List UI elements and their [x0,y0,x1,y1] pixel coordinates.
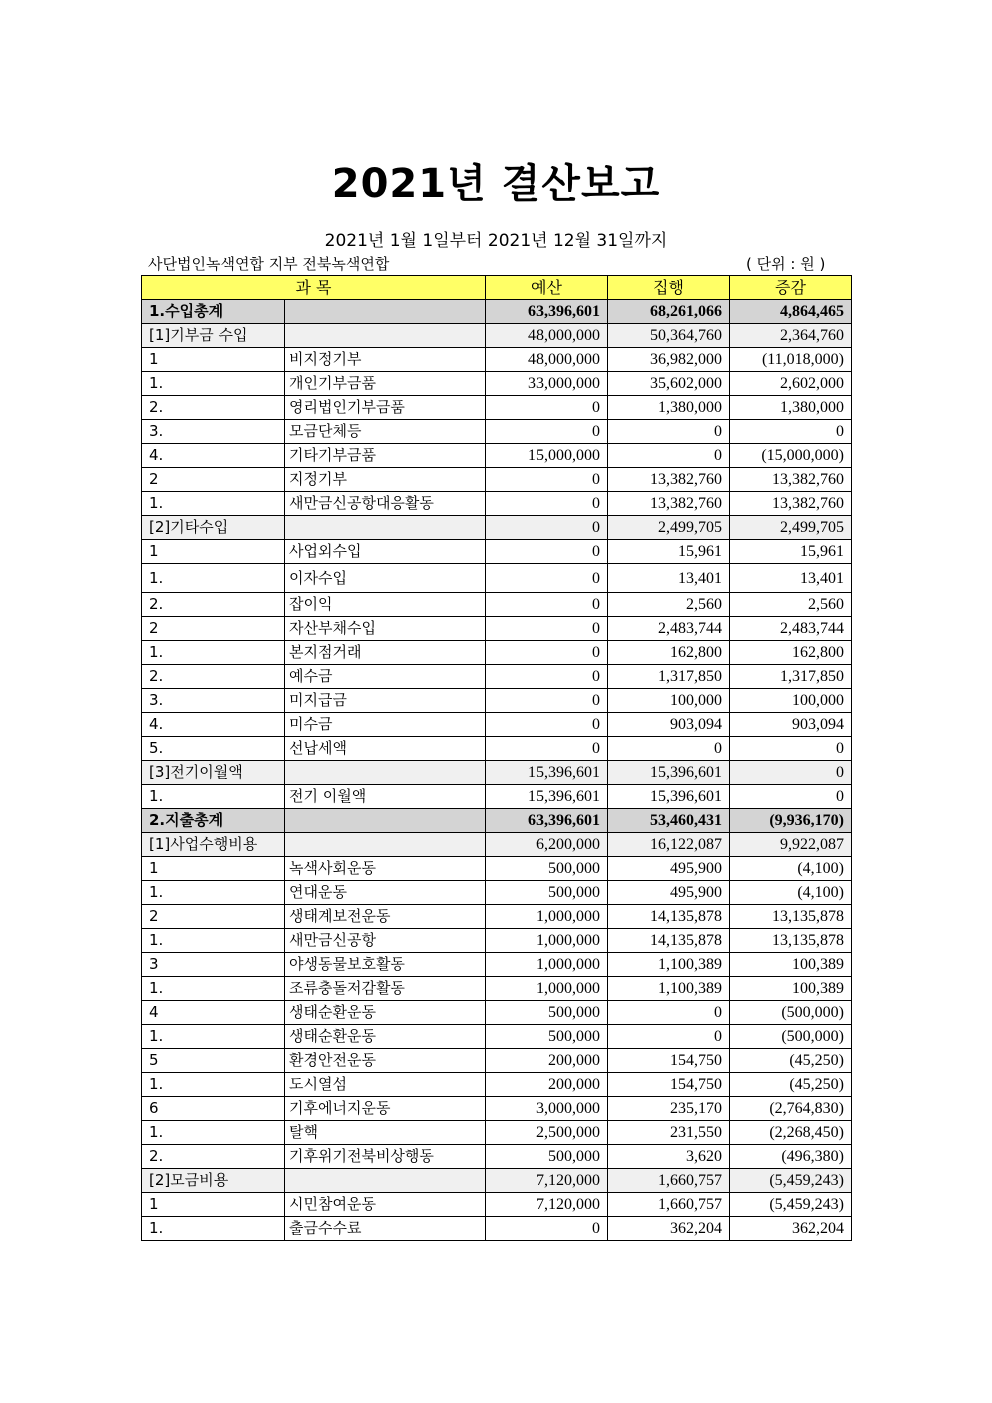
table-row [142,689,852,713]
account-item-cell: 사업외수입 [285,540,486,564]
account-category-cell: 3 [142,953,285,977]
budget-cell: 0 [486,468,608,492]
difference-cell: 903,094 [730,713,852,737]
execution-cell: 13,382,760 [608,492,730,516]
difference-cell: (496,380) [730,1145,852,1169]
account-item-cell [285,761,486,785]
difference-cell: 1,380,000 [730,396,852,420]
account-category-cell: 1. [142,977,285,1001]
budget-cell: 500,000 [486,881,608,905]
account-item-cell: 전기 이월액 [285,785,486,809]
table-row [142,444,852,468]
difference-cell: 13,382,760 [730,492,852,516]
account-item-cell: 지정기부 [285,468,486,492]
table-row [142,1217,852,1241]
difference-cell: 13,382,760 [730,468,852,492]
difference-cell: 2,483,744 [730,617,852,641]
table-row [142,1193,852,1217]
table-row [142,468,852,492]
header-account: 과 목 [142,276,486,300]
account-category-cell: 1. [142,1217,285,1241]
budget-cell: 1,000,000 [486,905,608,929]
table-row [142,713,852,737]
table-row [142,617,852,641]
budget-cell: 15,396,601 [486,761,608,785]
execution-cell: 13,382,760 [608,468,730,492]
budget-cell: 63,396,601 [486,300,608,324]
difference-cell: (9,936,170) [730,809,852,833]
difference-cell: (5,459,243) [730,1193,852,1217]
budget-cell: 7,120,000 [486,1169,608,1193]
difference-cell: 0 [730,761,852,785]
budget-cell: 0 [486,665,608,689]
execution-cell: 36,982,000 [608,348,730,372]
execution-cell: 14,135,878 [608,929,730,953]
account-category-cell: 1 [142,540,285,564]
account-category-cell: 1. [142,1025,285,1049]
difference-cell: (4,100) [730,857,852,881]
table-row [142,1097,852,1121]
execution-cell: 1,100,389 [608,977,730,1001]
table-row [142,1025,852,1049]
budget-cell: 0 [486,396,608,420]
budget-cell: 500,000 [486,1145,608,1169]
difference-cell: (500,000) [730,1025,852,1049]
table-row [142,396,852,420]
table-row [142,564,852,593]
execution-cell: 16,122,087 [608,833,730,857]
budget-cell: 15,396,601 [486,785,608,809]
execution-cell: 1,660,757 [608,1193,730,1217]
table-row [142,324,852,348]
table-row [142,1145,852,1169]
difference-cell: 162,800 [730,641,852,665]
account-category-cell: [1]기부금 수입 [142,324,285,348]
account-category-cell: 1. [142,881,285,905]
account-item-cell: 예수금 [285,665,486,689]
difference-cell: 4,864,465 [730,300,852,324]
report-period: 2021년 1월 1일부터 2021년 12월 31일까지 [324,231,668,251]
account-item-cell: 도시열섬 [285,1073,486,1097]
account-item-cell: 생태순환운동 [285,1025,486,1049]
account-item-cell: 탈핵 [285,1121,486,1145]
difference-cell: 2,560 [730,593,852,617]
table-row [142,929,852,953]
budget-cell: 7,120,000 [486,1193,608,1217]
execution-cell: 0 [608,444,730,468]
account-category-cell: 4. [142,444,285,468]
difference-cell: (4,100) [730,881,852,905]
table-row [142,492,852,516]
budget-cell: 0 [486,1217,608,1241]
table-row [142,857,852,881]
execution-cell: 1,660,757 [608,1169,730,1193]
account-item-cell: 비지정기부 [285,348,486,372]
budget-cell: 48,000,000 [486,348,608,372]
difference-cell: (45,250) [730,1049,852,1073]
budget-cell: 63,396,601 [486,809,608,833]
account-item-cell: 기후위기전북비상행동 [285,1145,486,1169]
difference-cell: 2,602,000 [730,372,852,396]
account-item-cell: 출금수수료 [285,1217,486,1241]
difference-cell: 13,135,878 [730,905,852,929]
account-category-cell: 1. [142,564,285,593]
difference-cell: 0 [730,785,852,809]
account-category-cell: [2]기타수입 [142,516,285,540]
account-category-cell: 1. [142,1121,285,1145]
difference-cell: 1,317,850 [730,665,852,689]
account-category-cell: 2 [142,468,285,492]
settlement-table [141,275,852,1241]
budget-cell: 2,500,000 [486,1121,608,1145]
account-item-cell [285,300,486,324]
account-category-cell: 5. [142,737,285,761]
table-row [142,516,852,540]
execution-cell: 3,620 [608,1145,730,1169]
budget-cell: 200,000 [486,1073,608,1097]
table-row [142,881,852,905]
difference-cell: (15,000,000) [730,444,852,468]
execution-cell: 0 [608,1001,730,1025]
difference-cell: 100,000 [730,689,852,713]
account-category-cell: 2. [142,1145,285,1169]
account-category-cell: [1]사업수행비용 [142,833,285,857]
execution-cell: 1,317,850 [608,665,730,689]
execution-cell: 14,135,878 [608,905,730,929]
budget-cell: 1,000,000 [486,929,608,953]
difference-cell: 15,961 [730,540,852,564]
budget-cell: 0 [486,713,608,737]
account-category-cell: 1. [142,492,285,516]
execution-cell: 154,750 [608,1073,730,1097]
difference-cell: 100,389 [730,953,852,977]
difference-cell: (5,459,243) [730,1169,852,1193]
execution-cell: 50,364,760 [608,324,730,348]
execution-cell: 903,094 [608,713,730,737]
account-category-cell: 6 [142,1097,285,1121]
account-item-cell [285,833,486,857]
table-row [142,1073,852,1097]
budget-cell: 0 [486,593,608,617]
header-execution: 집행 [608,276,730,300]
budget-cell: 1,000,000 [486,953,608,977]
budget-cell: 0 [486,564,608,593]
execution-cell: 1,100,389 [608,953,730,977]
account-item-cell: 시민참여운동 [285,1193,486,1217]
organization-name: 사단법인녹색연합 지부 전북녹색연합 [148,255,390,273]
account-item-cell: 생태계보전운동 [285,905,486,929]
account-category-cell: 1. [142,929,285,953]
account-item-cell: 개인기부금품 [285,372,486,396]
execution-cell: 15,396,601 [608,785,730,809]
account-category-cell: 4 [142,1001,285,1025]
execution-cell: 2,499,705 [608,516,730,540]
difference-cell: 13,401 [730,564,852,593]
account-item-cell [285,809,486,833]
account-item-cell: 미지급금 [285,689,486,713]
difference-cell: (2,764,830) [730,1097,852,1121]
execution-cell: 35,602,000 [608,372,730,396]
account-category-cell: 1. [142,785,285,809]
table-header-row [142,276,852,300]
account-category-cell: 3. [142,689,285,713]
account-item-cell: 잡이익 [285,593,486,617]
difference-cell: (11,018,000) [730,348,852,372]
execution-cell: 495,900 [608,857,730,881]
difference-cell: (45,250) [730,1073,852,1097]
account-item-cell: 새만금신공항 [285,929,486,953]
account-item-cell [285,516,486,540]
budget-cell: 0 [486,617,608,641]
budget-cell: 200,000 [486,1049,608,1073]
account-item-cell: 연대운동 [285,881,486,905]
header-difference: 증감 [730,276,852,300]
account-category-cell: 1. [142,641,285,665]
difference-cell: 2,499,705 [730,516,852,540]
budget-cell: 6,200,000 [486,833,608,857]
execution-cell: 0 [608,420,730,444]
budget-cell: 1,000,000 [486,977,608,1001]
account-item-cell: 녹색사회운동 [285,857,486,881]
execution-cell: 2,483,744 [608,617,730,641]
budget-cell: 0 [486,540,608,564]
table-row [142,1121,852,1145]
execution-cell: 13,401 [608,564,730,593]
account-category-cell: [2]모금비용 [142,1169,285,1193]
table-row [142,809,852,833]
account-item-cell: 환경안전운동 [285,1049,486,1073]
account-item-cell: 새만금신공항대응활동 [285,492,486,516]
budget-cell: 0 [486,641,608,665]
difference-cell: 0 [730,420,852,444]
execution-cell: 100,000 [608,689,730,713]
budget-cell: 0 [486,492,608,516]
execution-cell: 2,560 [608,593,730,617]
budget-cell: 500,000 [486,857,608,881]
account-item-cell: 영리법인기부금품 [285,396,486,420]
budget-cell: 15,000,000 [486,444,608,468]
execution-cell: 231,550 [608,1121,730,1145]
account-category-cell: 1. [142,1073,285,1097]
table-row [142,737,852,761]
table-row [142,665,852,689]
execution-cell: 53,460,431 [608,809,730,833]
execution-cell: 68,261,066 [608,300,730,324]
execution-cell: 15,396,601 [608,761,730,785]
table-row [142,761,852,785]
account-category-cell: 3. [142,420,285,444]
unit-label: ( 단위 : 원 ) [746,255,826,273]
account-category-cell: 1 [142,348,285,372]
budget-cell: 0 [486,737,608,761]
account-item-cell [285,1169,486,1193]
account-category-cell: 1 [142,857,285,881]
difference-cell: (2,268,450) [730,1121,852,1145]
execution-cell: 15,961 [608,540,730,564]
account-item-cell: 모금단체등 [285,420,486,444]
difference-cell: 9,922,087 [730,833,852,857]
account-category-cell: 1 [142,1193,285,1217]
budget-cell: 3,000,000 [486,1097,608,1121]
account-category-cell: 4. [142,713,285,737]
difference-cell: 100,389 [730,977,852,1001]
account-category-cell: 2. [142,396,285,420]
execution-cell: 1,380,000 [608,396,730,420]
account-category-cell: 2 [142,617,285,641]
table-row [142,1049,852,1073]
account-item-cell: 생태순환운동 [285,1001,486,1025]
difference-cell: 2,364,760 [730,324,852,348]
execution-cell: 235,170 [608,1097,730,1121]
table-row [142,953,852,977]
budget-cell: 500,000 [486,1001,608,1025]
account-category-cell: 2. [142,593,285,617]
account-category-cell: 2 [142,905,285,929]
difference-cell: 13,135,878 [730,929,852,953]
execution-cell: 0 [608,1025,730,1049]
table-row [142,1169,852,1193]
budget-cell: 48,000,000 [486,324,608,348]
execution-cell: 495,900 [608,881,730,905]
difference-cell: 362,204 [730,1217,852,1241]
account-item-cell: 자산부채수입 [285,617,486,641]
table-row [142,420,852,444]
budget-cell: 33,000,000 [486,372,608,396]
table-row [142,785,852,809]
execution-cell: 154,750 [608,1049,730,1073]
table-row [142,977,852,1001]
difference-cell: 0 [730,737,852,761]
account-item-cell: 기후에너지운동 [285,1097,486,1121]
page-title: 2021년 결산보고 [331,161,661,207]
table-row [142,540,852,564]
account-item-cell: 조류충돌저감활동 [285,977,486,1001]
account-category-cell: 2. [142,665,285,689]
account-item-cell: 본지점거래 [285,641,486,665]
account-item-cell: 이자수입 [285,564,486,593]
execution-cell: 362,204 [608,1217,730,1241]
table-row [142,300,852,324]
table-row [142,593,852,617]
account-category-cell: 5 [142,1049,285,1073]
table-row [142,348,852,372]
difference-cell: (500,000) [730,1001,852,1025]
execution-cell: 162,800 [608,641,730,665]
table-row [142,1001,852,1025]
account-item-cell [285,324,486,348]
account-category-cell: 2.지출총계 [142,809,285,833]
account-category-cell: 1. [142,372,285,396]
account-item-cell: 야생동물보호활동 [285,953,486,977]
table-row [142,905,852,929]
header-budget: 예산 [486,276,608,300]
budget-cell: 0 [486,689,608,713]
execution-cell: 0 [608,737,730,761]
table-row [142,641,852,665]
account-item-cell: 미수금 [285,713,486,737]
budget-cell: 0 [486,516,608,540]
account-category-cell: 1.수입총계 [142,300,285,324]
account-category-cell: [3]전기이월액 [142,761,285,785]
account-item-cell: 선납세액 [285,737,486,761]
table-row [142,833,852,857]
budget-cell: 500,000 [486,1025,608,1049]
budget-cell: 0 [486,420,608,444]
account-item-cell: 기타기부금품 [285,444,486,468]
table-row [142,372,852,396]
